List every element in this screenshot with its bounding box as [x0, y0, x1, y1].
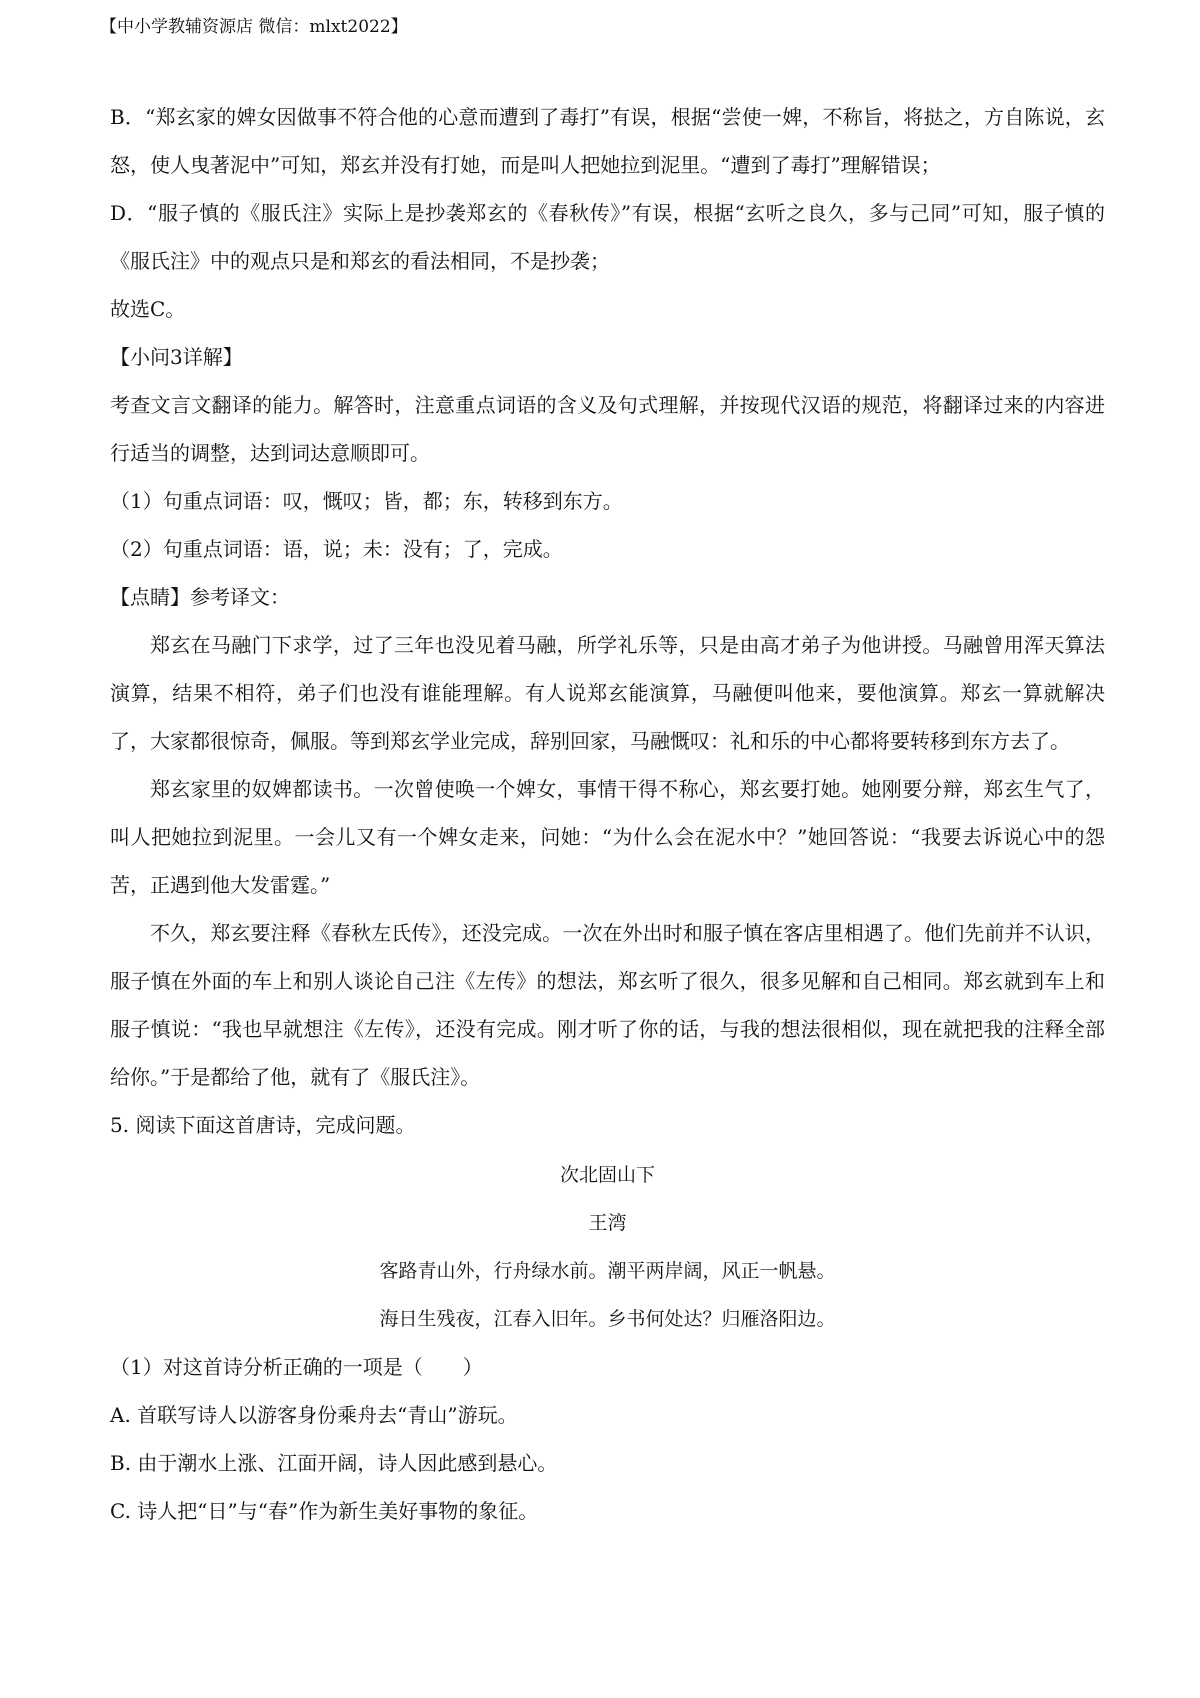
poem-line-2: 海日生残夜，江春入旧年。乡书何处达？归雁洛阳边。	[379, 1308, 836, 1330]
analysis-option-d: D．“服子慎的《服氏注》实际上是抄袭郑玄的《春秋传》”有误，根据“玄听之良久，多与己同”可知，服子慎的《服氏注》中的观点只是和郑玄的看法相同，不是抄袭；	[110, 201, 1105, 273]
document-body	[110, 93, 1105, 1535]
translation-paragraph-3: 不久，郑玄要注释《春秋左氏传》，还没完成。一次在外出时和服子慎在客店里相遇了。他们先前并不认识，服子慎在外面的车上和别人谈论自己注《左传》的想法，郑玄听了很久，很多见解和自己相同。郑玄就到车上和服子慎说：“我也早就想注《左传》，还没有完成。刚才听了你的话，与我的想法很相似，现在就把我的注释全部给你。”于是都给了他，就有了《服氏注》。	[110, 921, 1105, 1089]
question-5-prompt: 5. 阅读下面这首唐诗，完成问题。	[110, 1113, 416, 1137]
answer-conclusion: 故选C。	[110, 297, 186, 321]
q3-point-2: （2）句重点词语：语，说；未：没有；了，完成。	[110, 537, 563, 561]
q3-point-1: （1）句重点词语：叹，慨叹；皆，都；东，转移到东方。	[110, 489, 623, 513]
choice-c: C. 诗人把“日”与“春”作为新生美好事物的象征。	[110, 1499, 539, 1523]
translation-paragraph-1: 郑玄在马融门下求学，过了三年也没见着马融，所学礼乐等，只是由高才弟子为他讲授。马融曾用浑天算法演算，结果不相符，弟子们也没有谁能理解。有人说郑玄能演算，马融便叫他来，要他演算。郑玄一算就解决了，大家都很惊奇，佩服。等到郑玄学业完成，辞别回家，马融慨叹：礼和乐的中心都将要转移到东方去了。	[110, 633, 1105, 753]
sub-question-1: （1）对这首诗分析正确的一项是（ ）	[110, 1355, 483, 1379]
poem-line-1: 客路青山外，行舟绿水前。潮平两岸阔，风正一帆悬。	[379, 1260, 836, 1282]
dianjing-heading: 【点睛】参考译文：	[110, 585, 290, 609]
translation-paragraph-2: 郑玄家里的奴婢都读书。一次曾使唤一个婢女，事情干得不称心，郑玄要打她。她刚要分辩，郑玄生气了，叫人把她拉到泥里。一会儿又有一个婢女走来，问她：“为什么会在泥水中？”她回答说：“我要去诉说心中的怨苦，正遇到他大发雷霆。”	[110, 777, 1105, 897]
choice-a: A. 首联写诗人以游客身份乘舟去“青山”游玩。	[110, 1403, 518, 1427]
choice-b: B. 由于潮水上涨、江面开阔，诗人因此感到悬心。	[110, 1451, 558, 1475]
poem-author: 王湾	[588, 1212, 627, 1234]
watermark-header: 【中小学教辅资源店 微信：mlxt2022】	[100, 17, 408, 37]
poem-title: 次北固山下	[559, 1164, 655, 1186]
analysis-option-b: B．“郑玄家的婢女因做事不符合他的心意而遭到了毒打”有误，根据“尝使一婢，不称旨，将挞之，方自陈说，玄怒，使人曳著泥中”可知，郑玄并没有打她，而是叫人把她拉到泥里。“遭到了毒打”理解错误；	[110, 105, 1105, 177]
q3-heading: 【小问3详解】	[110, 345, 243, 369]
q3-explanation: 考查文言文翻译的能力。解答时，注意重点词语的含义及句式理解，并按现代汉语的规范，将翻译过来的内容进行适当的调整，达到词达意顺即可。	[110, 393, 1105, 465]
